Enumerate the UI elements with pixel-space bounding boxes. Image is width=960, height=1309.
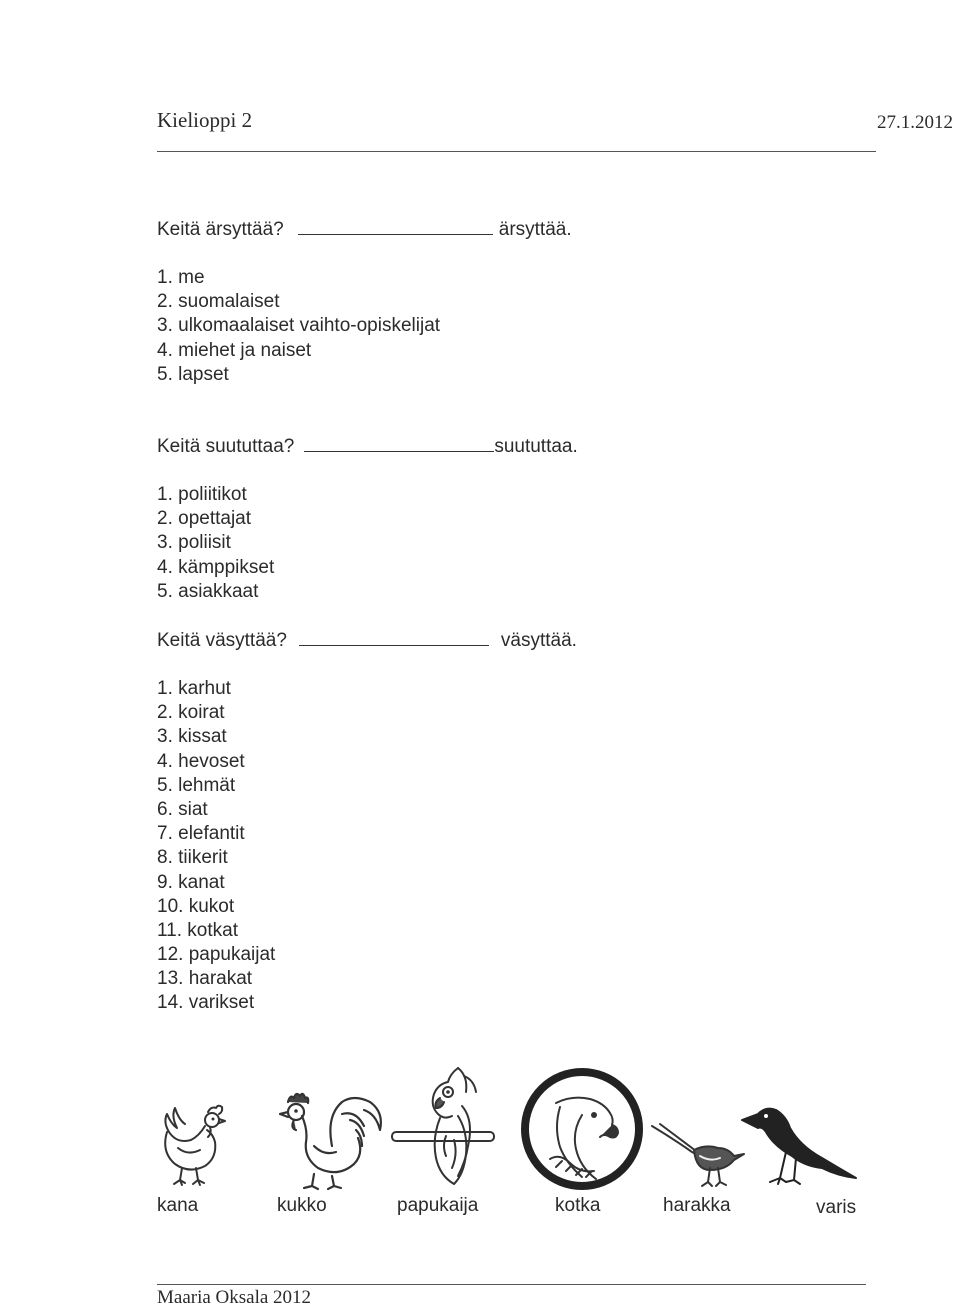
answer-blank-2[interactable] xyxy=(304,450,494,452)
magpie-icon xyxy=(648,1118,748,1194)
list-item: 3. ulkomaalaiset vaihto-opiskelijat xyxy=(157,315,441,337)
question-2-suffix: suututtaa. xyxy=(494,436,578,457)
footer-divider xyxy=(157,1284,866,1285)
list-item: 1. poliitikot xyxy=(157,484,247,505)
question-1-text: Keitä ärsyttää? xyxy=(157,219,284,240)
list-item: 5. lapset xyxy=(157,363,229,385)
question-2-text: Keitä suututtaa? xyxy=(157,436,295,457)
list-item: 4. hevoset xyxy=(157,750,245,772)
question-1-suffix: ärsyttää. xyxy=(498,219,572,240)
caption-kukko: kukko xyxy=(277,1195,327,1216)
document-title: Kielioppi 2 xyxy=(157,108,253,132)
caption-kotka: kotka xyxy=(555,1195,601,1216)
question-3-text: Keitä väsyttää? xyxy=(157,630,287,651)
parrot-icon xyxy=(388,1062,498,1194)
question-2 xyxy=(157,436,578,458)
list-item: 11. kotkat xyxy=(157,919,238,941)
list-item: 9. kanat xyxy=(157,871,225,893)
rooster-icon xyxy=(270,1090,390,1194)
question-1 xyxy=(157,219,572,241)
list-item: 10. kukot xyxy=(157,895,235,917)
list-item: 1. karhut xyxy=(157,678,231,699)
answer-blank-1[interactable] xyxy=(298,233,493,235)
option-list-1 xyxy=(157,266,440,387)
list-item: 1. me xyxy=(157,267,205,288)
list-item: 4. miehet ja naiset xyxy=(157,339,312,361)
list-item: 8. tiikerit xyxy=(157,847,228,869)
eagle-icon xyxy=(520,1067,644,1191)
list-item: 2. opettajat xyxy=(157,508,252,530)
question-3-suffix: väsyttää. xyxy=(500,630,577,651)
list-item: 3. kissat xyxy=(157,726,227,748)
list-item: 14. varikset xyxy=(157,992,255,1014)
list-item: 3. poliisit xyxy=(157,532,231,554)
list-item: 6. siat xyxy=(157,798,208,820)
list-item: 12. papukaijat xyxy=(157,944,276,966)
caption-kana: kana xyxy=(157,1195,199,1216)
list-item: 5. lehmät xyxy=(157,774,236,796)
list-item: 7. elefantit xyxy=(157,823,245,845)
header-divider xyxy=(157,151,876,152)
list-item: 2. suomalaiset xyxy=(157,291,280,313)
option-list-3 xyxy=(157,677,275,1016)
answer-blank-3[interactable] xyxy=(299,644,489,646)
list-item: 13. harakat xyxy=(157,968,253,990)
option-list-2 xyxy=(157,483,274,604)
question-3 xyxy=(157,630,577,652)
caption-harakka: harakka xyxy=(663,1195,731,1216)
footer-author: Maaria Oksala 2012 xyxy=(157,1287,312,1308)
hen-icon xyxy=(152,1098,232,1192)
list-item: 4. kämppikset xyxy=(157,556,275,578)
caption-papukaija: papukaija xyxy=(397,1195,479,1216)
list-item: 5. asiakkaat xyxy=(157,580,259,602)
crow-icon xyxy=(738,1100,862,1196)
list-item: 2. koirat xyxy=(157,702,225,724)
document-date: 27.1.2012 xyxy=(877,112,953,133)
caption-varis: varis xyxy=(816,1197,857,1218)
